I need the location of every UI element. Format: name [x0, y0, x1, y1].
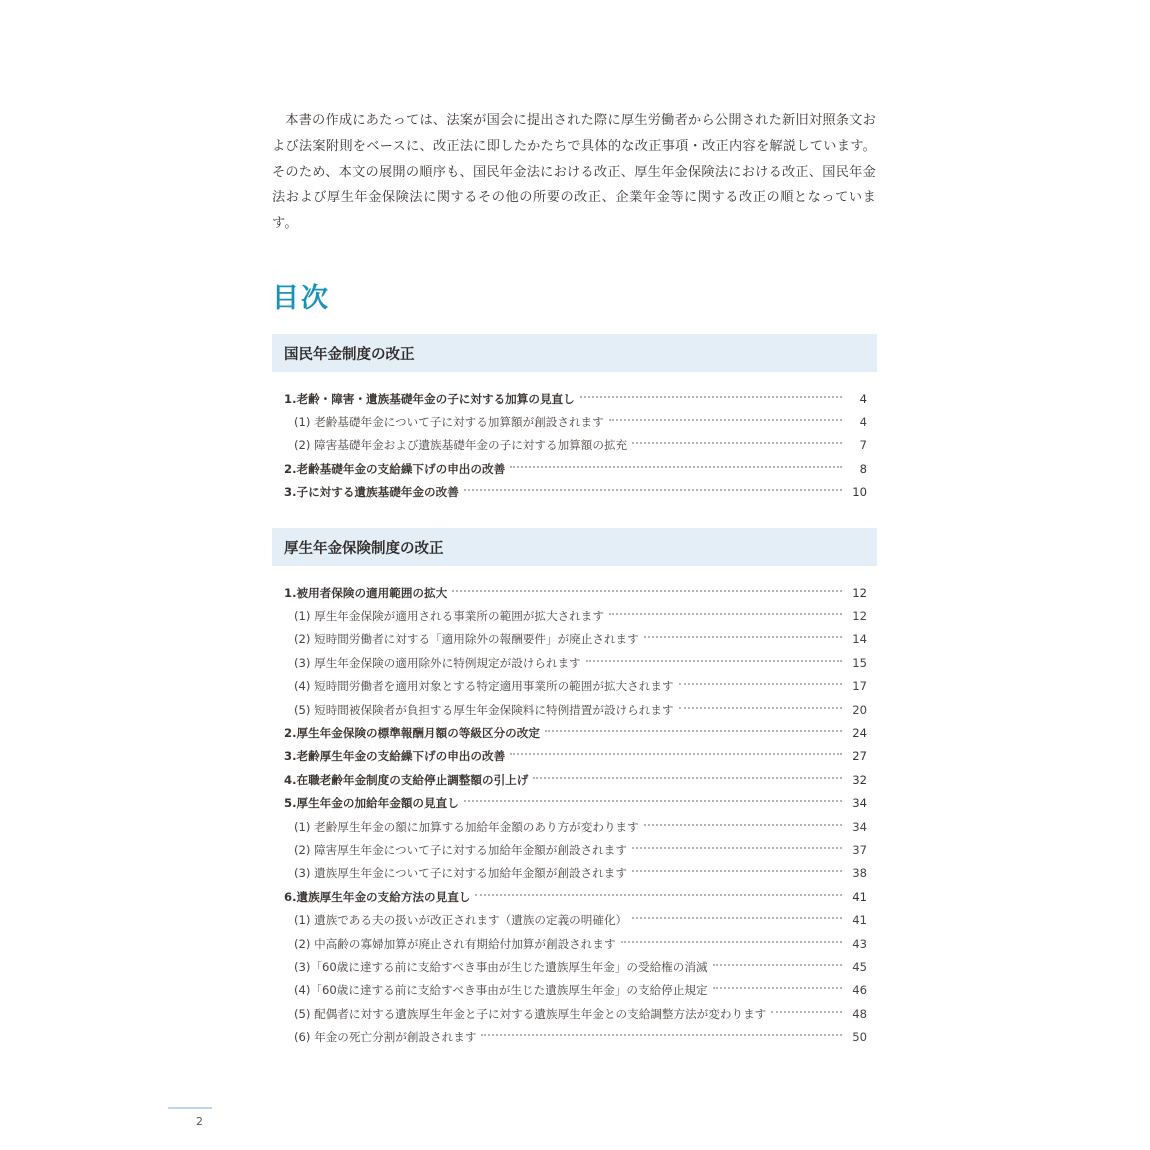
toc-entry-page: 4	[859, 415, 867, 430]
dot-leader	[632, 847, 842, 849]
toc-entry-label: (3)「60歳に達する前に支給すべき事由が生じた遺族厚生年金」の受給権の消滅	[294, 959, 708, 974]
footer-rule	[168, 1107, 212, 1109]
toc-entry-label: 1.被用者保険の適用範囲の拡大	[284, 585, 448, 600]
dot-leader	[533, 777, 842, 779]
page-number: 2	[196, 1115, 203, 1128]
toc-entry	[272, 955, 877, 978]
toc-entry-page: 50	[852, 1030, 867, 1045]
toc-entry	[272, 628, 877, 651]
toc-entry-label: (4) 短時間労働者を適用対象とする特定適用事業所の範囲が拡大されます	[294, 679, 674, 694]
toc-entry-label: (6) 年金の死亡分割が創設されます	[294, 1030, 477, 1045]
toc-entry-label: (1) 老齢基礎年金について子に対する加算額が創設されます	[294, 415, 604, 430]
toc-entry-page: 34	[852, 796, 867, 811]
toc-entry	[272, 698, 877, 721]
toc-entry	[272, 410, 877, 433]
toc-entry-label: 3.子に対する遺族基礎年金の改善	[284, 485, 459, 500]
intro-text: 本書の作成にあたっては、法案が国会に提出された際に厚生労働者から公開された新旧対照条文および法案附則をベースに、改正法に即したかたちで具体的な改正事項・改正内容を解説しています。そのため、本文の展開の順序も、国民年金法における改正、厚生年金保険法における改正、国民年金法および厚生年金保険法に関するその他の所要の改正、企業年金等に関する改正の順となっています。	[272, 113, 876, 232]
toc-entry-page: 43	[852, 936, 867, 951]
toc-entry-page: 32	[852, 772, 867, 787]
dot-leader	[621, 941, 842, 943]
toc-entry-label: 2.老齢基礎年金の支給繰下げの申出の改善	[284, 461, 506, 476]
toc-entry	[272, 387, 877, 410]
toc-entry-label: 4.在職老齢年金制度の支給停止調整額の引上げ	[284, 772, 529, 787]
toc-entry	[272, 815, 877, 838]
toc-entry-page: 37	[852, 842, 867, 857]
dot-leader	[510, 753, 842, 755]
toc-section-national-pension	[272, 334, 877, 504]
toc-entry	[272, 675, 877, 698]
toc-entry	[272, 651, 877, 674]
toc-entry	[272, 721, 877, 744]
toc-entry	[272, 768, 877, 791]
dot-leader	[679, 707, 842, 709]
toc-entry	[272, 792, 877, 815]
toc-entry-page: 8	[859, 461, 867, 476]
toc-entry-label: (2) 障害厚生年金について子に対する加給年金額が創設されます	[294, 842, 627, 857]
toc-title: 目次	[272, 283, 330, 314]
toc-entry-page: 41	[852, 913, 867, 928]
toc-entry	[272, 838, 877, 861]
toc-entry-page: 38	[852, 866, 867, 881]
dot-leader	[464, 800, 842, 802]
toc-entry-page: 12	[852, 609, 867, 624]
dot-leader	[713, 987, 842, 989]
toc-entry-page: 17	[852, 679, 867, 694]
toc-entry	[272, 1002, 877, 1025]
toc-entry-label: (3) 厚生年金保険の適用除外に特例規定が設けられます	[294, 655, 581, 670]
toc-entry-page: 27	[852, 749, 867, 764]
dot-leader	[545, 730, 842, 732]
dot-leader	[580, 396, 842, 398]
toc-entry-label: (2) 短時間労働者に対する「適用除外の報酬要件」が廃止されます	[294, 632, 639, 647]
toc-entry-label: (5) 短時間被保険者が負担する厚生年金保険料に特例措置が設けられます	[294, 702, 674, 717]
toc-entry-label: 1.老齢・障害・遺族基礎年金の子に対する加算の見直し	[284, 391, 575, 406]
dot-leader	[713, 964, 842, 966]
dot-leader	[481, 1034, 842, 1036]
dot-leader	[452, 590, 842, 592]
intro-paragraph	[272, 108, 876, 237]
toc-entry-page: 48	[852, 1006, 867, 1021]
toc-entry-page: 7	[859, 438, 867, 453]
toc-entry	[272, 434, 877, 457]
dot-leader	[609, 419, 842, 421]
dot-leader	[632, 870, 842, 872]
toc-entry	[272, 1025, 877, 1048]
toc-entry-label: 2.厚生年金保険の標準報酬月額の等級区分の改定	[284, 726, 540, 741]
dot-leader	[644, 824, 842, 826]
toc-entry-page: 34	[852, 819, 867, 834]
toc-entry-list	[272, 581, 877, 1049]
toc-entry-page: 46	[852, 983, 867, 998]
toc-entry-label: (1) 厚生年金保険が適用される事業所の範囲が拡大されます	[294, 609, 604, 624]
dot-leader	[679, 683, 842, 685]
dot-leader	[510, 466, 842, 468]
toc-entry-page: 15	[852, 655, 867, 670]
toc-entry-label: 5.厚生年金の加給年金額の見直し	[284, 796, 459, 811]
dot-leader	[771, 1011, 842, 1013]
toc-entry-page: 41	[852, 889, 867, 904]
toc-entry	[272, 745, 877, 768]
dot-leader	[475, 894, 842, 896]
toc-entry-label: (2) 障害基礎年金および遺族基礎年金の子に対する加算額の拡充	[294, 438, 628, 453]
toc-entry	[272, 457, 877, 480]
toc-entry-list	[272, 387, 877, 504]
toc-entry-label: 6.遺族厚生年金の支給方法の見直し	[284, 889, 471, 904]
dot-leader	[644, 636, 842, 638]
toc-entry-page: 10	[852, 485, 867, 500]
toc-entry	[272, 862, 877, 885]
toc-entry-label: (1) 遺族である夫の扱いが改正されます（遺族の定義の明確化）	[294, 913, 628, 928]
toc-entry	[272, 979, 877, 1002]
dot-leader	[632, 442, 842, 444]
toc-entry-page: 4	[859, 391, 867, 406]
toc-entry-label: 3.老齢厚生年金の支給繰下げの申出の改善	[284, 749, 506, 764]
section-heading: 国民年金制度の改正	[272, 334, 877, 372]
toc-entry-label: (2) 中高齢の寡婦加算が廃止され有期給付加算が創設されます	[294, 936, 616, 951]
toc-entry	[272, 908, 877, 931]
toc-entry-page: 45	[852, 959, 867, 974]
toc-entry-page: 20	[852, 702, 867, 717]
dot-leader	[609, 613, 842, 615]
toc-section-employees-pension	[272, 528, 877, 1049]
toc-entry	[272, 932, 877, 955]
toc-entry-label: (4)「60歳に達する前に支給すべき事由が生じた遺族厚生年金」の支給停止規定	[294, 983, 708, 998]
toc-entry	[272, 604, 877, 627]
dot-leader	[586, 660, 842, 662]
dot-leader	[464, 489, 842, 491]
toc-entry-page: 12	[852, 585, 867, 600]
toc-entry	[272, 581, 877, 604]
toc-entry	[272, 481, 877, 504]
toc-entry	[272, 885, 877, 908]
toc-entry-page: 24	[852, 726, 867, 741]
toc-entry-label: (3) 遺族厚生年金について子に対する加給年金額が創設されます	[294, 866, 627, 881]
toc-entry-label: (1) 老齢厚生年金の額に加算する加給年金額のあり方が変わります	[294, 819, 639, 834]
section-heading: 厚生年金保険制度の改正	[272, 528, 877, 566]
toc-entry-page: 14	[852, 632, 867, 647]
dot-leader	[632, 917, 842, 919]
toc-entry-label: (5) 配偶者に対する遺族厚生年金と子に対する遺族厚生年金との支給調整方法が変わります	[294, 1006, 767, 1021]
